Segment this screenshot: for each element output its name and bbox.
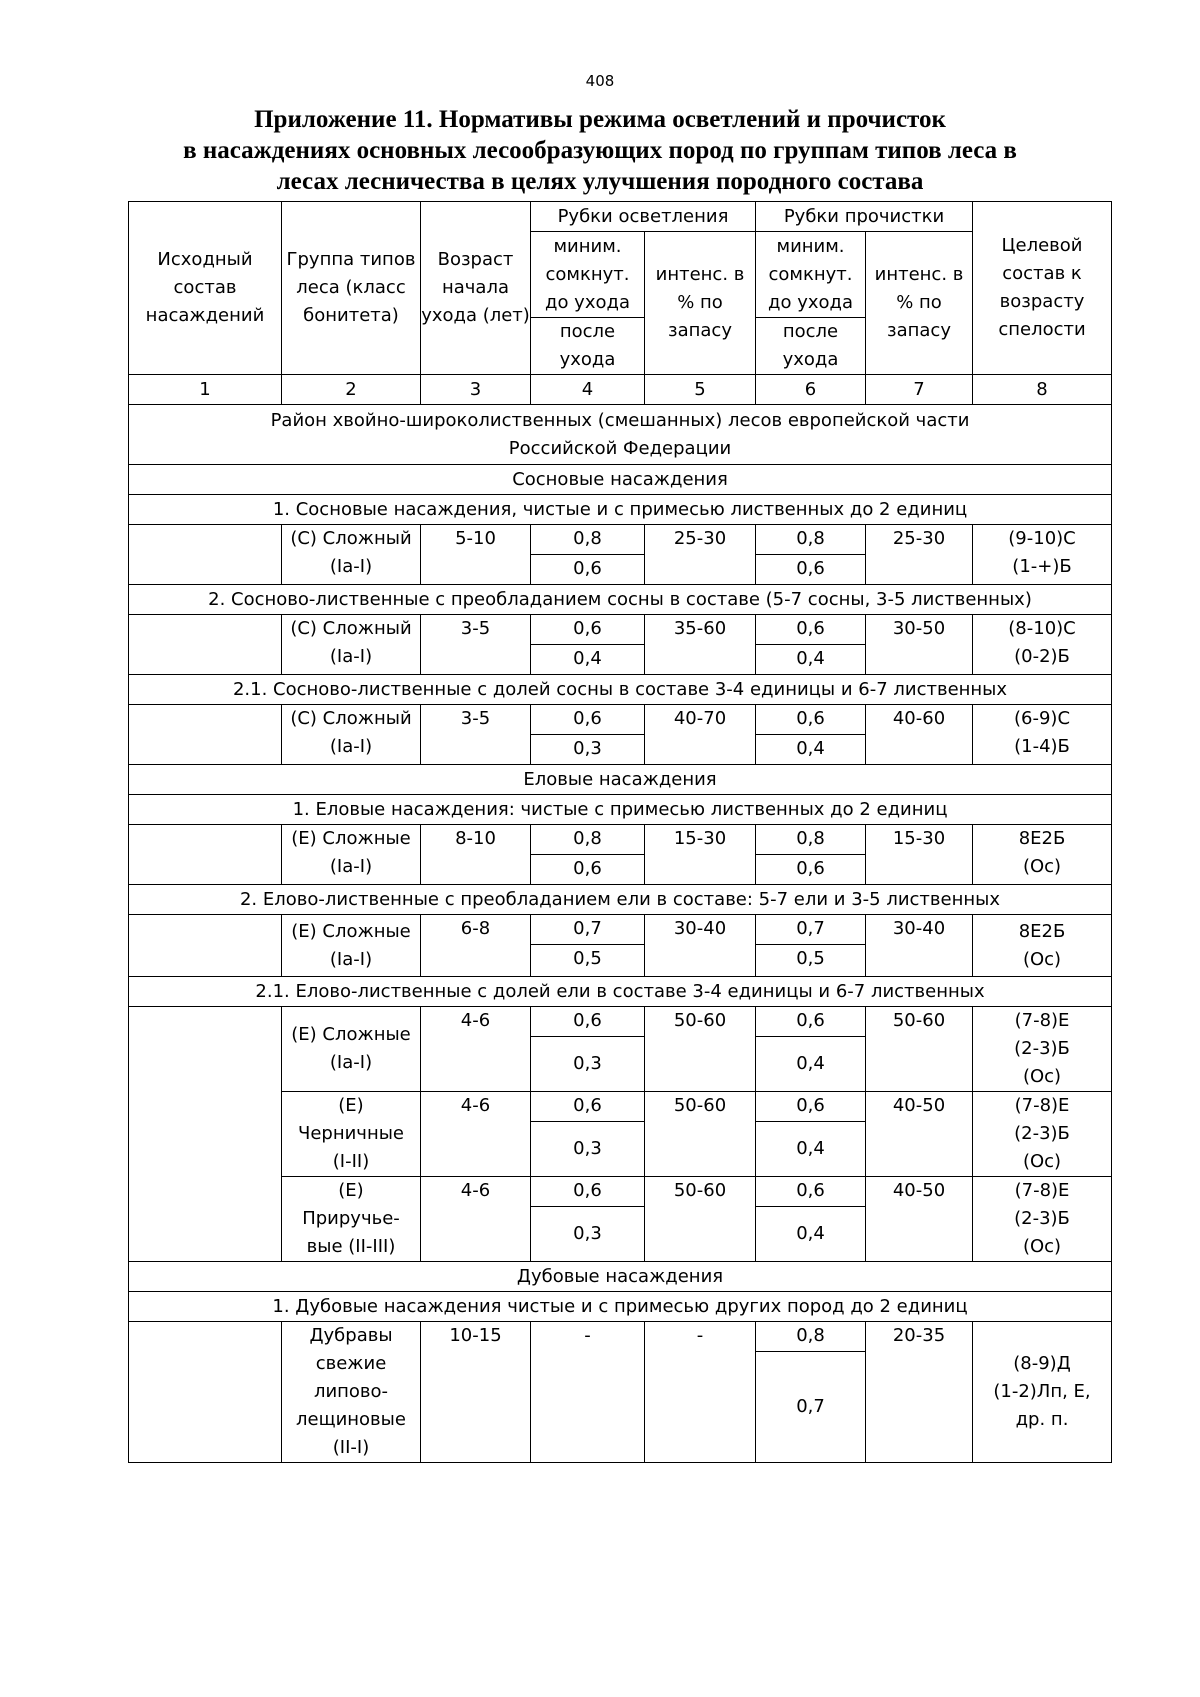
row-osv-min: 0,8 xyxy=(531,525,645,555)
row-osv-min: 0,6 xyxy=(531,705,645,735)
row-target: 8Е2Б (Ос) xyxy=(973,825,1112,885)
row-age: 3-5 xyxy=(421,615,531,675)
row-age: 4-6 xyxy=(421,1007,531,1092)
row-composition xyxy=(129,1007,282,1262)
row-age: 4-6 xyxy=(421,1092,531,1177)
page-title xyxy=(100,104,1100,197)
norms-table xyxy=(128,201,1112,1463)
header-col8: Целевой состав к возрасту спелости xyxy=(973,202,1112,375)
row-pro-min: 0,8 xyxy=(756,525,866,555)
row-target: (8-9)Д (1-2)Лп, Е, др. п. xyxy=(973,1322,1112,1463)
row-age: 3-5 xyxy=(421,705,531,765)
section-heading: Дубовые насаждения xyxy=(129,1262,1112,1292)
row-forest-type: (С) Сложный (Ia-I) xyxy=(282,705,421,765)
row-composition xyxy=(129,915,282,977)
row-osv-min: 0,6 xyxy=(531,615,645,645)
row-pro-min: 0,7 xyxy=(756,915,866,945)
row-pro-intens: 25-30 xyxy=(866,525,973,585)
column-number: 6 xyxy=(756,375,866,405)
row-osv-after: 0,3 xyxy=(531,1122,645,1177)
header-intens-osv: интенс. в % по запасу xyxy=(645,232,756,375)
header-after-pro: после ухода xyxy=(756,318,866,375)
row-osv-min: 0,6 xyxy=(531,1007,645,1037)
header-min-before-pro: миним. сомкнут. до ухода xyxy=(756,232,866,318)
header-col1: Исходный состав насаждений xyxy=(129,202,282,375)
column-number: 5 xyxy=(645,375,756,405)
row-pro-after: 0,6 xyxy=(756,855,866,885)
subsection-heading: 2.1. Сосново-лиственные с долей сосны в составе 3-4 единицы и 6-7 лиственных xyxy=(129,675,1112,705)
row-target: 8Е2Б (Ос) xyxy=(973,915,1112,977)
column-numbers-row xyxy=(129,375,1112,405)
row-composition xyxy=(129,825,282,885)
header-group-prochistka: Рубки прочистки xyxy=(756,202,973,232)
row-osv-intens: 30-40 xyxy=(645,915,756,977)
row-forest-type: (Е) Сложные (Ia-I) xyxy=(282,1007,421,1092)
row-osv-after: 0,6 xyxy=(531,555,645,585)
row-age: 6-8 xyxy=(421,915,531,977)
row-composition xyxy=(129,525,282,585)
row-composition xyxy=(129,705,282,765)
row-pro-intens: 50-60 xyxy=(866,1007,973,1092)
row-pro-intens: 20-35 xyxy=(866,1322,973,1463)
row-target: (9-10)С (1-+)Б xyxy=(973,525,1112,585)
row-age: 10-15 xyxy=(421,1322,531,1463)
row-composition xyxy=(129,615,282,675)
row-age: 4-6 xyxy=(421,1177,531,1262)
row-pro-after: 0,4 xyxy=(756,735,866,765)
row-pro-after: 0,4 xyxy=(756,1037,866,1092)
subsection-heading: 2.1. Елово-лиственные с долей ели в составе 3-4 единицы и 6-7 лиственных xyxy=(129,977,1112,1007)
row-osv-after: 0,3 xyxy=(531,1207,645,1262)
row-osv-intens: 15-30 xyxy=(645,825,756,885)
row-target: (7-8)Е (2-3)Б (Ос) xyxy=(973,1177,1112,1262)
row-pro-intens: 40-60 xyxy=(866,705,973,765)
row-forest-type: (Е) Приручье- вые (II-III) xyxy=(282,1177,421,1262)
row-target: (7-8)Е (2-3)Б (Ос) xyxy=(973,1092,1112,1177)
row-forest-type: Дубравы свежие липово- лещиновые (II-I) xyxy=(282,1322,421,1463)
row-pro-after: 0,7 xyxy=(756,1352,866,1463)
row-pro-intens: 30-40 xyxy=(866,915,973,977)
title-line: лесах лесничества в целях улучшения породного состава xyxy=(276,168,924,195)
row-pro-after: 0,4 xyxy=(756,645,866,675)
row-osv-min: 0,8 xyxy=(531,825,645,855)
row-pro-min: 0,6 xyxy=(756,705,866,735)
row-forest-type: (Е) Сложные (Ia-I) xyxy=(282,825,421,885)
row-forest-type: (С) Сложный (Ia-I) xyxy=(282,615,421,675)
subsection-heading: 2. Елово-лиственные с преобладанием ели в составе: 5-7 ели и 3-5 лиственных xyxy=(129,885,1112,915)
title-line: Приложение 11. Нормативы режима осветлений и прочисток xyxy=(254,106,946,133)
row-osv-after: 0,5 xyxy=(531,945,645,977)
row-pro-min: 0,6 xyxy=(756,1092,866,1122)
row-osv-intens: - xyxy=(645,1322,756,1463)
column-number: 7 xyxy=(866,375,973,405)
row-forest-type: (Е) Черничные (I-II) xyxy=(282,1092,421,1177)
header-col2: Группа типов леса (класс бонитета) xyxy=(282,202,421,375)
row-osv-intens: 25-30 xyxy=(645,525,756,585)
column-number: 4 xyxy=(531,375,645,405)
header-min-before-osv: миним. сомкнут. до ухода xyxy=(531,232,645,318)
section-heading: Сосновые насаждения xyxy=(129,465,1112,495)
header-after-osv: после ухода xyxy=(531,318,645,375)
row-osv-min: - xyxy=(531,1322,645,1463)
row-osv-after: 0,4 xyxy=(531,645,645,675)
row-pro-intens: 40-50 xyxy=(866,1092,973,1177)
row-age: 8-10 xyxy=(421,825,531,885)
header-group-osvetlenie: Рубки осветления xyxy=(531,202,756,232)
row-pro-min: 0,6 xyxy=(756,1007,866,1037)
column-number: 2 xyxy=(282,375,421,405)
row-target: (7-8)Е (2-3)Б (Ос) xyxy=(973,1007,1112,1092)
row-pro-min: 0,8 xyxy=(756,825,866,855)
row-pro-intens: 30-50 xyxy=(866,615,973,675)
row-pro-after: 0,5 xyxy=(756,945,866,977)
page-number: 408 xyxy=(585,72,615,90)
row-target: (6-9)С (1-4)Б xyxy=(973,705,1112,765)
row-osv-min: 0,6 xyxy=(531,1177,645,1207)
row-pro-min: 0,6 xyxy=(756,615,866,645)
row-osv-min: 0,7 xyxy=(531,915,645,945)
row-composition xyxy=(129,1322,282,1463)
row-age: 5-10 xyxy=(421,525,531,585)
row-osv-intens: 50-60 xyxy=(645,1007,756,1092)
row-osv-intens: 35-60 xyxy=(645,615,756,675)
row-pro-min: 0,6 xyxy=(756,1177,866,1207)
subsection-heading: 2. Сосново-лиственные с преобладанием сосны в составе (5-7 сосны, 3-5 лиственных) xyxy=(129,585,1112,615)
column-number: 1 xyxy=(129,375,282,405)
row-pro-intens: 15-30 xyxy=(866,825,973,885)
row-forest-type: (Е) Сложные (Ia-I) xyxy=(282,915,421,977)
row-pro-after: 0,6 xyxy=(756,555,866,585)
subsection-heading: 1. Сосновые насаждения, чистые и с примесью лиственных до 2 единиц xyxy=(129,495,1112,525)
column-number: 8 xyxy=(973,375,1112,405)
row-target: (8-10)С (0-2)Б xyxy=(973,615,1112,675)
row-osv-after: 0,3 xyxy=(531,735,645,765)
row-osv-after: 0,3 xyxy=(531,1037,645,1092)
header-intens-pro: интенс. в % по запасу xyxy=(866,232,973,375)
region-heading: Район хвойно-широколиственных (смешанных) лесов европейской части Российской Федерации xyxy=(129,405,1112,465)
row-osv-intens: 50-60 xyxy=(645,1177,756,1262)
row-pro-after: 0,4 xyxy=(756,1207,866,1262)
row-pro-min: 0,8 xyxy=(756,1322,866,1352)
row-pro-intens: 40-50 xyxy=(866,1177,973,1262)
row-osv-intens: 50-60 xyxy=(645,1092,756,1177)
section-heading: Еловые насаждения xyxy=(129,765,1112,795)
column-number: 3 xyxy=(421,375,531,405)
row-osv-after: 0,6 xyxy=(531,855,645,885)
row-pro-after: 0,4 xyxy=(756,1122,866,1177)
row-osv-intens: 40-70 xyxy=(645,705,756,765)
subsection-heading: 1. Дубовые насаждения чистые и с примесью других пород до 2 единиц xyxy=(129,1292,1112,1322)
row-forest-type: (С) Сложный (Ia-I) xyxy=(282,525,421,585)
title-line: в насаждениях основных лесообразующих пород по группам типов леса в xyxy=(183,137,1017,164)
header-col3: Возраст начала ухода (лет) xyxy=(421,202,531,375)
subsection-heading: 1. Еловые насаждения: чистые с примесью лиственных до 2 единиц xyxy=(129,795,1112,825)
row-osv-min: 0,6 xyxy=(531,1092,645,1122)
